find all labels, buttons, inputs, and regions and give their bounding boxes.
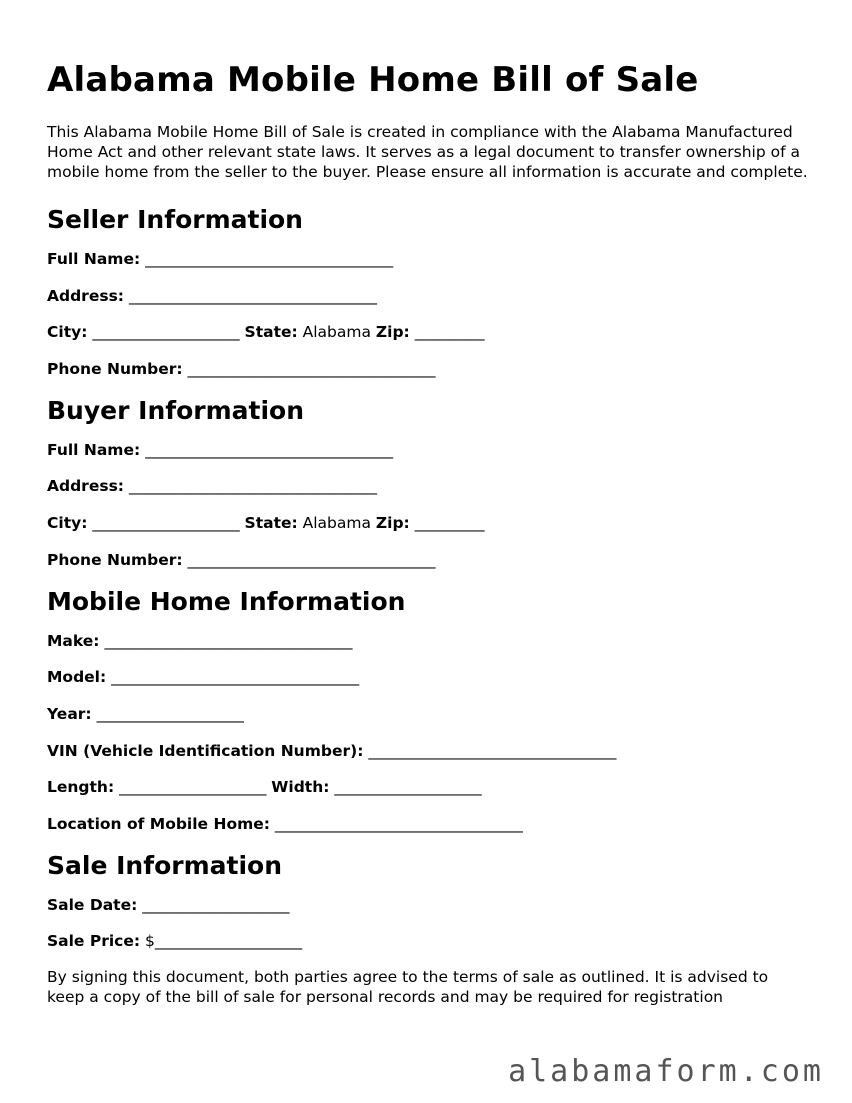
vin-row	[47, 740, 817, 762]
seller-address-label: Address:	[47, 286, 124, 305]
make-field[interactable]: ________________________________	[104, 631, 353, 650]
seller-full-name-label: Full Name:	[47, 250, 141, 268]
seller-full-name-row	[47, 248, 817, 270]
buyer-city-field[interactable]: ___________________	[92, 514, 240, 533]
make-label: Make:	[47, 631, 100, 650]
seller-phone-row	[47, 358, 817, 380]
seller-full-name-field[interactable]: ________________________________	[145, 250, 394, 268]
length-label: Length:	[47, 778, 115, 797]
mobile-home-heading: Mobile Home Information	[47, 586, 406, 616]
model-row	[47, 666, 817, 688]
buyer-phone-field[interactable]: ________________________________	[187, 550, 436, 569]
year-label: Year:	[47, 704, 92, 723]
buyer-city-label: City:	[47, 514, 88, 533]
buyer-address-row	[47, 475, 817, 497]
buyer-zip-label: Zip:	[375, 514, 410, 533]
buyer-zip-field[interactable]: _________	[414, 514, 485, 533]
sale-date-field[interactable]: ___________________	[142, 895, 290, 914]
buyer-section	[47, 395, 817, 571]
buyer-full-name-field[interactable]: ________________________________	[145, 440, 394, 459]
buyer-full-name-label: Full Name:	[47, 440, 141, 459]
width-field[interactable]: ___________________	[334, 778, 482, 797]
vin-field[interactable]: ________________________________	[368, 741, 617, 760]
seller-address-row	[47, 285, 817, 307]
seller-phone-field[interactable]: ________________________________	[187, 360, 436, 379]
seller-state-value: Alabama	[302, 323, 371, 342]
buyer-phone-row	[47, 549, 817, 571]
watermark-text: alabamaform.com	[504, 1055, 828, 1089]
sale-section	[47, 850, 817, 953]
vin-label: VIN (Vehicle Identification Number):	[47, 741, 364, 760]
sale-price-row	[47, 930, 817, 952]
location-row	[47, 813, 817, 835]
seller-zip-label: Zip:	[375, 323, 410, 342]
buyer-state-value: Alabama	[302, 514, 371, 533]
width-label: Width:	[271, 778, 330, 797]
seller-address-field[interactable]: ________________________________	[128, 286, 377, 305]
length-width-row	[47, 776, 817, 798]
document-page	[47, 58, 817, 1023]
buyer-state-label: State:	[244, 514, 298, 533]
buyer-phone-label: Phone Number:	[47, 550, 183, 569]
sale-heading: Sale Information	[47, 850, 282, 880]
buyer-heading: Buyer Information	[47, 395, 305, 425]
seller-city-field[interactable]: ___________________	[92, 323, 240, 342]
sale-price-currency: $	[145, 932, 155, 951]
buyer-address-label: Address:	[47, 477, 124, 496]
seller-phone-label: Phone Number:	[47, 360, 183, 379]
location-label: Location of Mobile Home:	[47, 814, 270, 833]
seller-city-state-zip-row	[47, 321, 817, 343]
buyer-city-state-zip-row	[47, 512, 817, 534]
location-field[interactable]: ________________________________	[274, 814, 523, 833]
sale-date-row	[47, 894, 817, 916]
length-field[interactable]: ___________________	[119, 778, 267, 797]
year-field[interactable]: ___________________	[96, 704, 244, 723]
sale-date-label: Sale Date:	[47, 895, 138, 914]
model-field[interactable]: ________________________________	[111, 668, 360, 687]
year-row	[47, 703, 817, 725]
sale-price-label: Sale Price:	[47, 932, 141, 951]
seller-section	[47, 204, 817, 380]
closing-paragraph: By signing this document, both parties agree to the terms of sale as outlined. It is advised to keep a copy of the bill of sale for personal records and may be required for registration	[47, 968, 769, 1006]
buyer-full-name-row	[47, 439, 817, 461]
buyer-address-field[interactable]: ________________________________	[128, 477, 377, 496]
make-row	[47, 630, 817, 652]
model-label: Model:	[47, 668, 107, 687]
seller-state-label: State:	[244, 323, 298, 342]
intro-paragraph: This Alabama Mobile Home Bill of Sale is created in compliance with the Alabama Manufactured Home Act and other relevant state laws. It serves as a legal document to transfer ownership of a mobile home from the seller to the buyer. Please ensure all information is accurate and complete.	[47, 123, 808, 181]
seller-zip-field[interactable]: _________	[414, 323, 485, 342]
seller-city-label: City:	[47, 323, 88, 342]
sale-price-field[interactable]: ___________________	[154, 932, 303, 951]
mobile-home-section	[47, 586, 817, 835]
seller-heading: Seller Information	[47, 205, 303, 234]
document-title: Alabama Mobile Home Bill of Sale	[47, 60, 699, 100]
